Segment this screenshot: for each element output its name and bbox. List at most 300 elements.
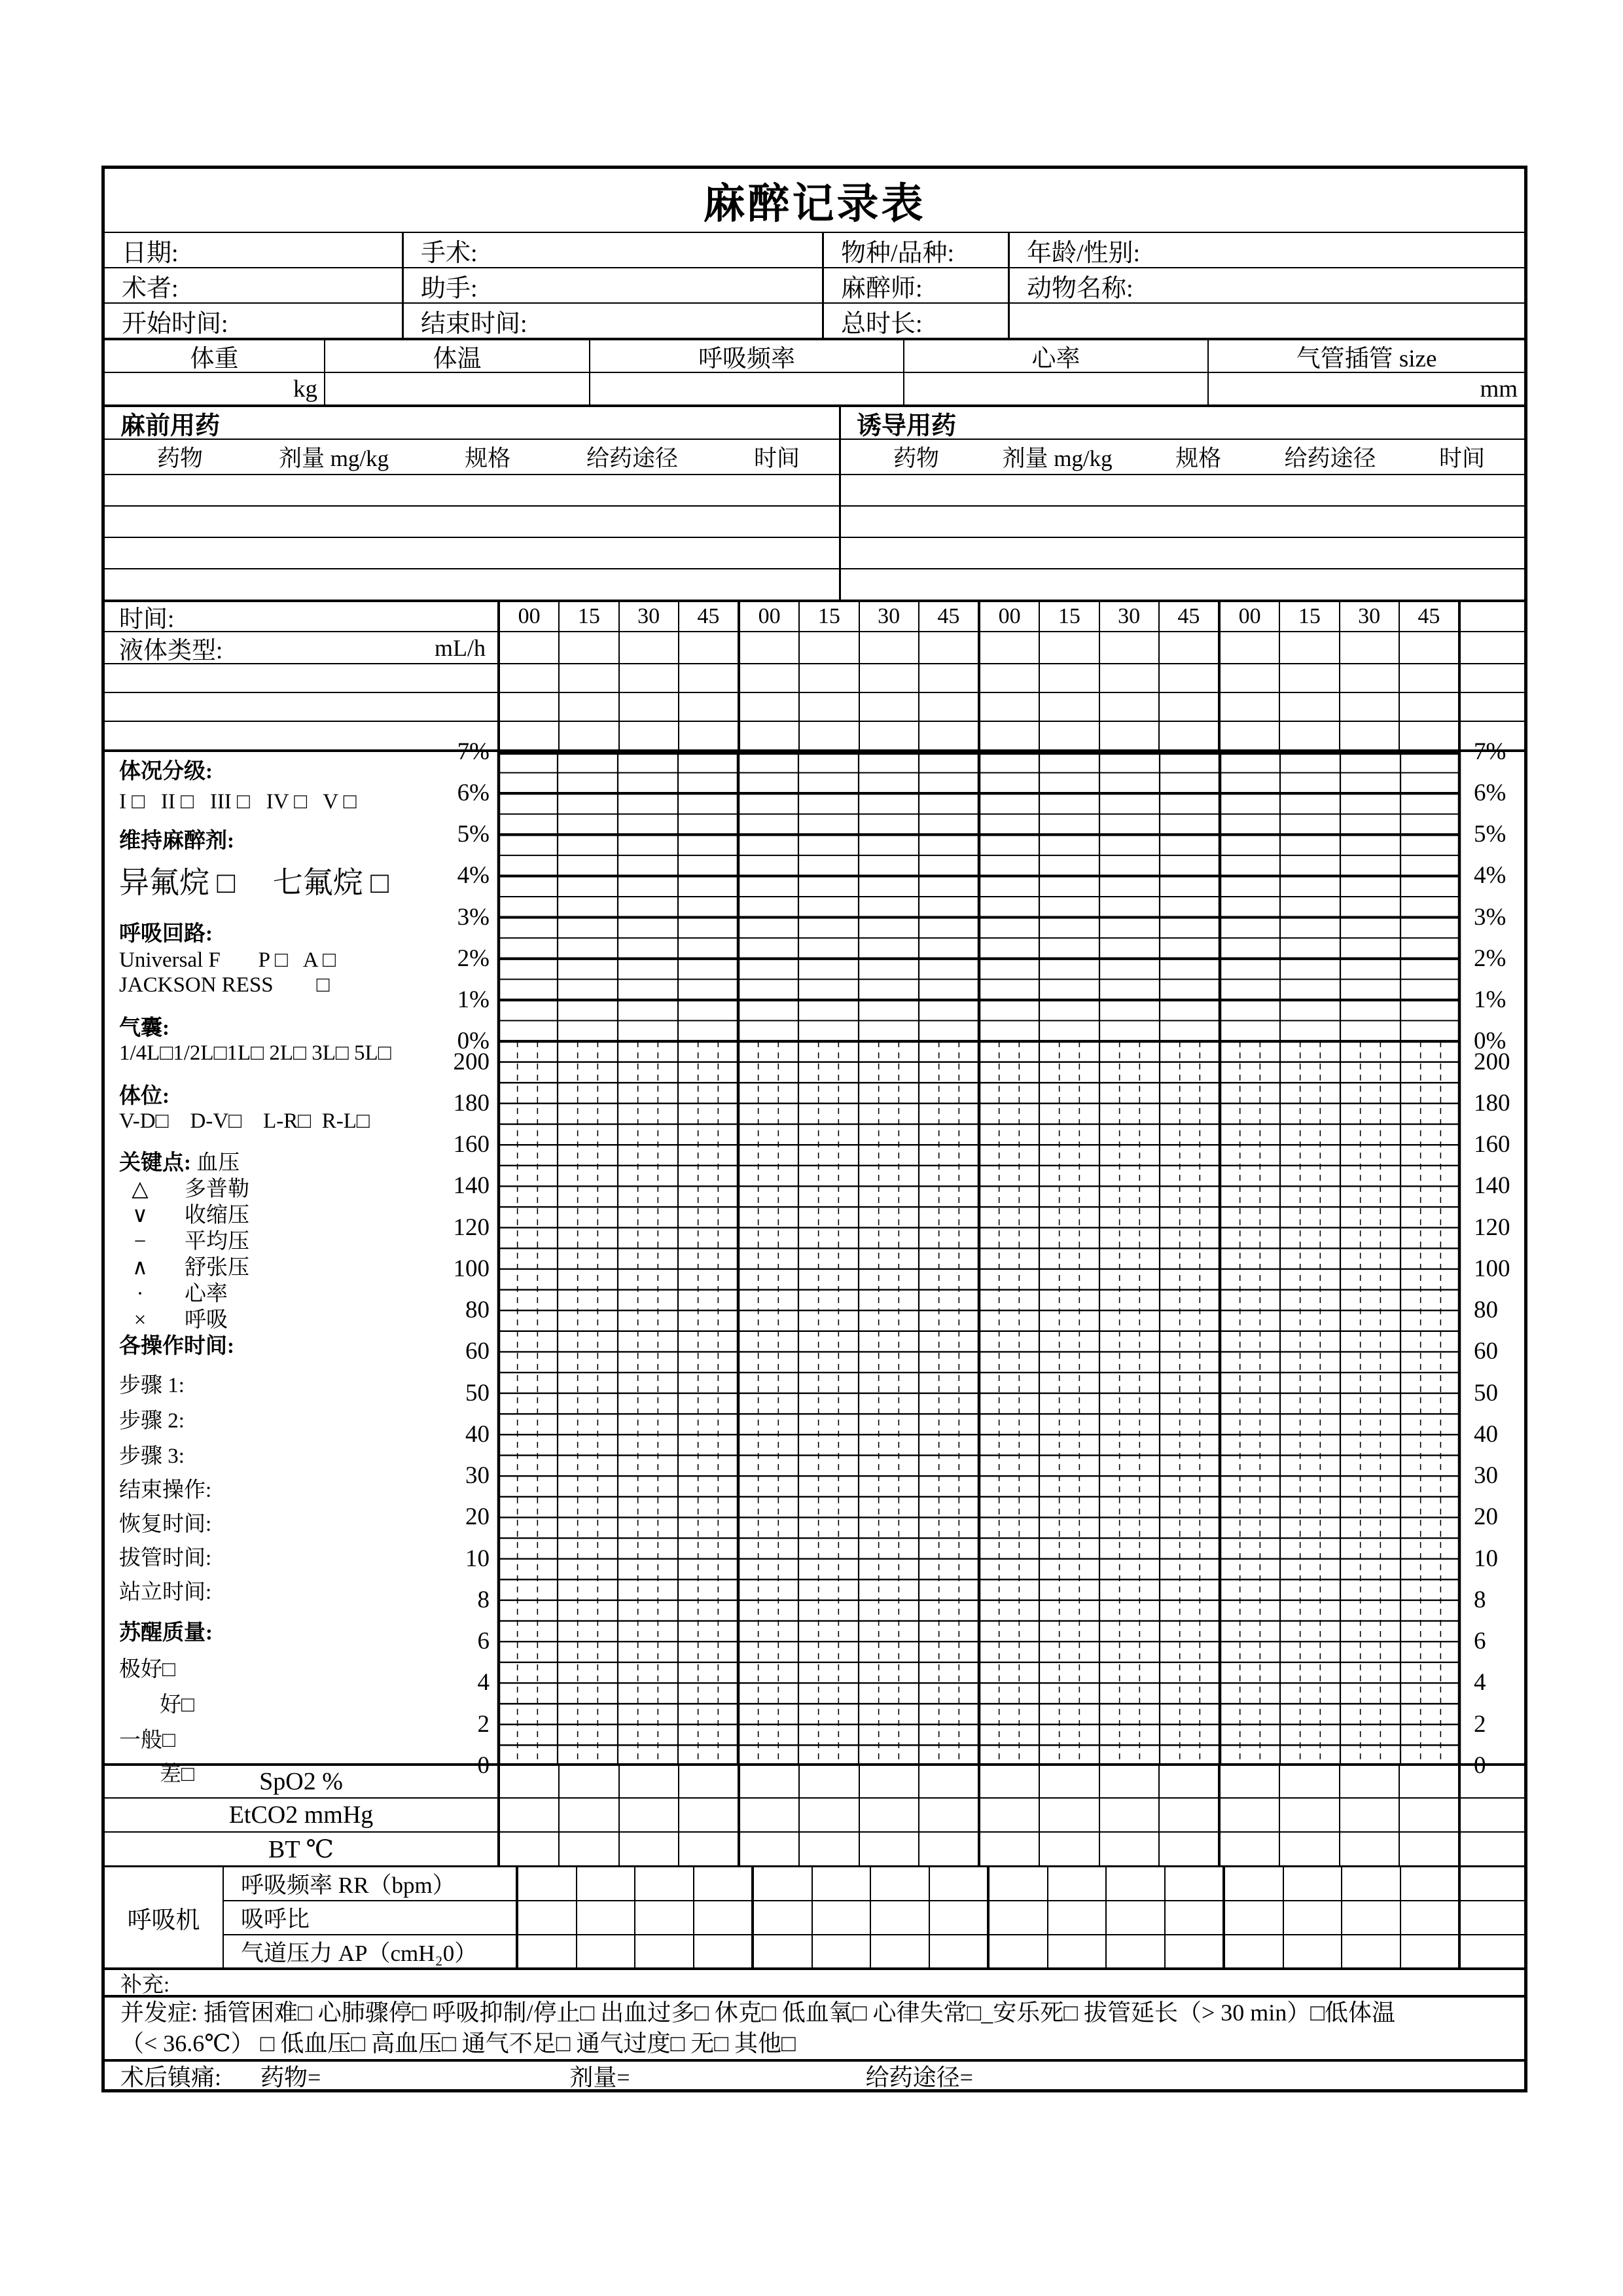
grid-cell[interactable] <box>1047 1867 1106 1900</box>
grid-cell[interactable] <box>751 1867 812 1900</box>
grid-cell[interactable] <box>1039 1766 1098 1797</box>
grid-cell[interactable] <box>618 664 678 692</box>
grid-cell[interactable] <box>693 1901 752 1934</box>
grid-cell[interactable] <box>978 722 1039 749</box>
grid-cell[interactable] <box>1047 1901 1106 1934</box>
grid-cell[interactable] <box>1218 1766 1279 1797</box>
axis-label-right: 40 <box>1474 1420 1498 1448</box>
weight-input[interactable]: kg <box>293 375 317 403</box>
complications-row[interactable] <box>105 1995 1524 2059</box>
grid-cell[interactable] <box>1339 632 1399 663</box>
grid-cell[interactable] <box>859 722 918 749</box>
time-tick: 45 <box>1399 602 1458 631</box>
grid-cell[interactable] <box>1222 1901 1283 1934</box>
axis-label-right: 4% <box>1474 862 1507 889</box>
drug-column-header: 药物 <box>157 446 204 471</box>
grid-cell[interactable] <box>987 1901 1047 1934</box>
grid-cell[interactable] <box>634 1935 693 1968</box>
grid-cell[interactable] <box>1400 1867 1459 1900</box>
grid-cell[interactable] <box>1218 1833 1279 1865</box>
axis-label-right: 80 <box>1474 1297 1498 1324</box>
grid-cell[interactable] <box>558 664 618 692</box>
time-tick: 15 <box>798 602 858 631</box>
grid-cell[interactable] <box>1039 632 1098 663</box>
grid-cell[interactable] <box>1105 1901 1164 1934</box>
extra-row-label[interactable] <box>105 693 497 721</box>
grid-cell[interactable] <box>798 693 858 721</box>
grid-cell[interactable] <box>1158 664 1218 692</box>
grid-cell[interactable] <box>678 632 738 663</box>
weight-header: 体重 <box>190 346 239 372</box>
legend-line[interactable]: 异氟烷 □ 七氟烷 □ <box>119 866 389 899</box>
grid-cell[interactable] <box>558 1766 618 1797</box>
grid-cell[interactable] <box>497 722 558 749</box>
grid-cell[interactable] <box>618 693 678 721</box>
grid-cell[interactable] <box>929 1867 988 1900</box>
legend-symbol: × <box>134 1308 147 1332</box>
grid-cell[interactable] <box>1218 693 1279 721</box>
vent-ie-row <box>223 1900 1524 1934</box>
grid-cell[interactable] <box>618 632 678 663</box>
vent-rr-row <box>223 1867 1524 1900</box>
extra-row-columns <box>497 664 1524 692</box>
grid-cell[interactable] <box>1099 1799 1158 1831</box>
grid-cell[interactable] <box>859 693 918 721</box>
grid-cell[interactable] <box>558 1833 618 1865</box>
time-tick: 30 <box>859 602 918 631</box>
grid-cell[interactable] <box>1158 1833 1218 1865</box>
grid-cell[interactable] <box>738 664 798 692</box>
temperature-input[interactable] <box>324 373 589 404</box>
grid-cell[interactable] <box>1279 632 1338 663</box>
grid-cell[interactable] <box>870 1867 929 1900</box>
legend-line: 呼吸回路: <box>119 922 213 946</box>
grid-cell[interactable] <box>1341 1935 1400 1968</box>
grid-cell[interactable] <box>497 1799 558 1831</box>
grid-cell[interactable] <box>1164 1901 1223 1934</box>
axis-label-right: 0% <box>1474 1028 1507 1054</box>
grid-cell[interactable] <box>978 1799 1039 1831</box>
grid-cell[interactable] <box>1339 1799 1399 1831</box>
grid-cell[interactable] <box>497 632 558 663</box>
axis-label-right: 4 <box>1474 1669 1486 1696</box>
grid-cell[interactable] <box>978 664 1039 692</box>
grid-cell[interactable] <box>918 1799 978 1831</box>
grid-cell[interactable] <box>1341 1901 1400 1934</box>
drug-row <box>105 474 1524 505</box>
grid-cell-last[interactable] <box>1458 1935 1524 1968</box>
grid-cell[interactable] <box>1039 722 1098 749</box>
grid-cell[interactable] <box>1222 1935 1283 1968</box>
grid-cell[interactable] <box>1339 1833 1399 1865</box>
legend-line <box>119 1177 497 1201</box>
grid-cell[interactable] <box>978 1766 1039 1797</box>
grid-cell[interactable] <box>929 1935 988 1968</box>
induction-columns <box>839 440 1524 474</box>
grid-cell[interactable] <box>558 632 618 663</box>
grid-cell[interactable] <box>1158 1766 1218 1797</box>
grid-cell[interactable] <box>678 722 738 749</box>
legend-line: 步骤 2: <box>119 1409 185 1433</box>
title-row <box>105 169 1524 232</box>
legend-line[interactable]: I □ II □ III □ IV □ V □ <box>119 790 357 814</box>
grid-cell[interactable] <box>738 722 798 749</box>
grid-cell[interactable] <box>634 1867 693 1900</box>
grid-cell[interactable] <box>751 1901 812 1934</box>
supplement-row[interactable] <box>105 1967 1524 1995</box>
legend-label: 收缩压 <box>185 1204 249 1227</box>
grid-cell[interactable] <box>1099 1766 1158 1797</box>
grid-cell[interactable] <box>1279 1799 1338 1831</box>
age-sex-field[interactable]: 年龄/性别: <box>1008 233 1524 267</box>
grid-cell[interactable] <box>1283 1901 1342 1934</box>
grid-cell-last[interactable] <box>1458 664 1524 692</box>
grid-cell[interactable] <box>618 1799 678 1831</box>
fluid-type-text[interactable]: 液体类型: <box>119 637 223 664</box>
premed-title: 麻前用药 <box>120 412 221 440</box>
grid-cell[interactable] <box>1039 693 1098 721</box>
grid-cell-last[interactable] <box>1458 1833 1524 1865</box>
axis-label-left: 120 <box>453 1213 490 1241</box>
grid-cell[interactable] <box>918 1766 978 1797</box>
axis-label-right: 20 <box>1474 1503 1498 1531</box>
time-tick: 45 <box>678 602 738 631</box>
supplement-label: 补充: <box>120 1973 170 1997</box>
axis-label-right: 160 <box>1474 1131 1510 1158</box>
premed-entry-cell[interactable] <box>105 538 839 568</box>
grid-cell[interactable] <box>618 1833 678 1865</box>
axis-label-right: 10 <box>1474 1545 1498 1572</box>
grid-cell[interactable] <box>1047 1935 1106 1968</box>
legend-line <box>119 1256 497 1280</box>
complications-line-1[interactable]: 并发症: 插管困难□ 心肺骤停□ 呼吸抑制/停止□ 出血过多□ 休克□ 低血氧□ 心律失常□_安乐死□ 拔管延长（> 30 min）□低体温 <box>120 2000 1396 2026</box>
start-time-field[interactable]: 开始时间: <box>122 310 228 338</box>
grid-cell-last[interactable] <box>1458 1901 1524 1934</box>
grid-cell[interactable] <box>918 722 978 749</box>
grid-cell[interactable] <box>576 1867 635 1900</box>
induction-entry-cell[interactable] <box>839 569 1524 600</box>
grid-cell[interactable] <box>978 693 1039 721</box>
grid-cell[interactable] <box>1400 1935 1459 1968</box>
bt-columns <box>497 1833 1524 1865</box>
body-temp-label: BT ℃ <box>268 1835 334 1863</box>
axis-label-left: 30 <box>465 1462 490 1490</box>
grid-cell[interactable] <box>576 1901 635 1934</box>
time-tick: 00 <box>1218 602 1279 631</box>
grid-cell-last[interactable] <box>1458 1799 1524 1831</box>
grid-cell[interactable] <box>1158 632 1218 663</box>
grid-cell[interactable] <box>516 1867 576 1900</box>
grid-cell[interactable] <box>978 632 1039 663</box>
grid-cell[interactable] <box>1279 664 1338 692</box>
chart-grid-svg <box>497 752 1461 1766</box>
grid-cell[interactable] <box>497 1766 558 1797</box>
grid-cell[interactable] <box>1099 722 1158 749</box>
grid-cell[interactable] <box>678 1766 738 1797</box>
grid-cell[interactable] <box>918 1833 978 1865</box>
grid-cell-last[interactable] <box>1458 632 1524 663</box>
legend-line: 维持麻醉剂: <box>119 829 234 853</box>
legend-line[interactable]: 1/4L□1/2L□1L□ 2L□ 3L□ 5L□ <box>119 1041 391 1065</box>
grid-cell[interactable] <box>1279 693 1338 721</box>
grid-cell[interactable] <box>1158 1799 1218 1831</box>
info-row-1 <box>105 232 1524 267</box>
postop-label: 术后镇痛: <box>120 2064 222 2090</box>
legend-line[interactable]: Universal F P □ A □ <box>119 948 336 972</box>
grid-cell[interactable] <box>798 1833 858 1865</box>
legend-line <box>119 1204 497 1227</box>
grid-cell[interactable] <box>1039 1799 1098 1831</box>
total-duration-field[interactable]: 总时长: <box>822 304 1008 338</box>
axis-label-left: 3% <box>457 903 490 931</box>
grid-cell[interactable] <box>798 1766 858 1797</box>
axis-label-right: 7% <box>1474 738 1507 765</box>
grid-cell-last[interactable] <box>1458 602 1524 631</box>
grid-cell-last[interactable] <box>1458 1867 1524 1900</box>
induction-entry-cell[interactable] <box>839 507 1524 537</box>
drug-column-header: 规格 <box>1175 446 1222 471</box>
grid-cell[interactable] <box>859 1766 918 1797</box>
grid-cell[interactable] <box>1399 664 1458 692</box>
axis-label-left: 10 <box>465 1545 490 1572</box>
legend-line[interactable]: 一般□ <box>119 1729 175 1752</box>
grid-cell[interactable] <box>1099 632 1158 663</box>
grid-cell[interactable] <box>1339 693 1399 721</box>
grid-cell[interactable] <box>1105 1935 1164 1968</box>
grid-cell[interactable] <box>516 1901 576 1934</box>
drug-row <box>105 505 1524 537</box>
fluid-columns <box>497 632 1524 663</box>
axis-label-left: 6 <box>477 1628 490 1655</box>
complications-line-2[interactable]: （< 36.6℃） □ 低血压□ 高血压□ 通气不足□ 通气过度□ 无□ 其他□ <box>120 2030 796 2056</box>
grid-cell[interactable] <box>618 1766 678 1797</box>
grid-cell[interactable] <box>1399 632 1458 663</box>
grid-cell[interactable] <box>1099 664 1158 692</box>
axis-label-left: 160 <box>453 1131 490 1158</box>
respiratory-rate-header: 呼吸频率 <box>589 340 903 372</box>
grid-cell[interactable] <box>918 664 978 692</box>
grid-cell[interactable] <box>693 1867 752 1900</box>
axis-label-right: 3% <box>1474 903 1507 931</box>
axis-label-left: 100 <box>453 1255 490 1282</box>
premed-entry-cell[interactable] <box>105 507 839 537</box>
induction-entry-cell[interactable] <box>839 475 1524 505</box>
grid-cell[interactable] <box>870 1935 929 1968</box>
grid-cell[interactable] <box>1039 664 1098 692</box>
grid-cell[interactable] <box>1399 1799 1458 1831</box>
grid-cell[interactable] <box>1099 1833 1158 1865</box>
end-time-field[interactable]: 结束时间: <box>402 304 822 338</box>
axis-label-right: 2 <box>1474 1710 1486 1738</box>
grid-cell[interactable] <box>738 1766 798 1797</box>
grid-cell[interactable] <box>1339 1766 1399 1797</box>
grid-cell[interactable] <box>516 1935 576 1968</box>
grid-cell[interactable] <box>1218 664 1279 692</box>
grid-cell[interactable] <box>798 664 858 692</box>
species-breed-field[interactable]: 物种/品种: <box>822 233 1008 267</box>
axis-label-left: 200 <box>453 1048 490 1075</box>
grid-cell[interactable] <box>738 693 798 721</box>
legend-line[interactable]: 差□ <box>160 1763 194 1786</box>
time-tick: 15 <box>558 602 618 631</box>
axis-label-left: 50 <box>465 1379 490 1407</box>
legend-line[interactable]: 好□ <box>160 1693 194 1717</box>
legend-line[interactable]: V-D□ D-V□ L-R□ R-L□ <box>119 1109 370 1133</box>
grid-cell[interactable] <box>1279 722 1338 749</box>
grid-cell[interactable] <box>1218 632 1279 663</box>
grid-cell[interactable] <box>812 1935 870 1968</box>
legend-line: 步骤 3: <box>119 1444 185 1468</box>
time-tick: 15 <box>1279 602 1338 631</box>
vent-ie-columns <box>516 1901 1524 1934</box>
grid-cell[interactable] <box>497 1833 558 1865</box>
grid-cell[interactable] <box>693 1935 752 1968</box>
grid-cell[interactable] <box>1283 1867 1342 1900</box>
respiratory-rate-input[interactable] <box>589 373 903 404</box>
grid-cell[interactable] <box>918 693 978 721</box>
grid-cell[interactable] <box>1399 1833 1458 1865</box>
grid-cell[interactable] <box>1105 1867 1164 1900</box>
grid-cell[interactable] <box>497 693 558 721</box>
grid-cell[interactable] <box>1218 1799 1279 1831</box>
grid-cell[interactable] <box>1283 1935 1342 1968</box>
time-row <box>105 600 1524 631</box>
surgeon-field[interactable]: 术者: <box>122 274 179 302</box>
grid-cell[interactable] <box>918 632 978 663</box>
legend-line[interactable]: 极好□ <box>119 1658 175 1681</box>
grid-cell[interactable] <box>812 1901 870 1934</box>
grid-cell[interactable] <box>678 664 738 692</box>
postop-analgesia-row[interactable] <box>105 2059 1524 2089</box>
legend-symbol: △ <box>132 1177 149 1201</box>
vent-rr-columns <box>516 1867 1524 1900</box>
surgery-field[interactable]: 手术: <box>402 233 822 267</box>
grid-cell[interactable] <box>678 1799 738 1831</box>
axis-label-left: 80 <box>465 1297 490 1324</box>
grid-cell-last[interactable] <box>1458 1766 1524 1797</box>
grid-cell[interactable] <box>1279 1766 1338 1797</box>
grid-cell[interactable] <box>678 693 738 721</box>
legend-line: 苏醒质量: <box>119 1621 213 1645</box>
legend-lines <box>105 760 497 1786</box>
grid-cell[interactable] <box>558 1799 618 1831</box>
grid-cell[interactable] <box>1039 1833 1098 1865</box>
grid-cell[interactable] <box>1399 693 1458 721</box>
grid-cell[interactable] <box>978 1833 1039 1865</box>
grid-cell[interactable] <box>738 632 798 663</box>
grid-cell[interactable] <box>1164 1935 1223 1968</box>
grid-cell[interactable] <box>1099 693 1158 721</box>
temperature-header: 体温 <box>324 340 589 372</box>
grid-cell[interactable] <box>1400 1901 1459 1934</box>
anesthetist-field[interactable]: 麻醉师: <box>822 268 1008 302</box>
grid-cell[interactable] <box>1218 722 1279 749</box>
grid-cell[interactable] <box>738 1799 798 1831</box>
grid-cell[interactable] <box>738 1833 798 1865</box>
grid-cell[interactable] <box>859 1833 918 1865</box>
drug-section-titles <box>105 404 1524 439</box>
grid-cell[interactable] <box>558 693 618 721</box>
axis-label-right: 8 <box>1474 1586 1486 1613</box>
heart-rate-header: 心率 <box>903 340 1207 372</box>
induction-entry-cell[interactable] <box>839 538 1524 568</box>
grid-cell[interactable] <box>497 664 558 692</box>
grid-cell-last[interactable] <box>1458 693 1524 721</box>
grid-cell[interactable] <box>1341 1867 1400 1900</box>
chart-grid[interactable] <box>497 752 1461 1763</box>
axis-label-left: 8 <box>477 1586 490 1613</box>
grid-cell[interactable] <box>987 1935 1047 1968</box>
legend-line: 步骤 1: <box>119 1374 185 1397</box>
legend-line[interactable]: JACKSON RESS □ <box>119 973 330 997</box>
legend-label: 舒张压 <box>185 1256 249 1280</box>
drug-entry-rows <box>105 474 1524 600</box>
legend-line: 体况分级: <box>119 760 213 783</box>
grid-cell[interactable] <box>1222 1867 1283 1900</box>
axis-label-right: 200 <box>1474 1048 1510 1075</box>
vent-ap-row <box>223 1934 1524 1968</box>
grid-cell[interactable] <box>634 1901 693 1934</box>
grid-cell[interactable] <box>798 722 858 749</box>
extra-row-label[interactable] <box>105 664 497 692</box>
legend-line <box>119 1230 497 1253</box>
premed-entry-cell[interactable] <box>105 475 839 505</box>
postop-route-field[interactable]: 给药途径= <box>865 2064 973 2090</box>
grid-cell[interactable] <box>1164 1867 1223 1900</box>
date-field[interactable]: 日期: <box>122 239 179 267</box>
grid-cell[interactable] <box>798 632 858 663</box>
axis-label-right: 1% <box>1474 986 1507 1013</box>
drug-row <box>105 537 1524 568</box>
grid-cell[interactable] <box>859 1799 918 1831</box>
grid-cell[interactable] <box>558 722 618 749</box>
grid-cell[interactable] <box>576 1935 635 1968</box>
grid-cell[interactable] <box>1399 1766 1458 1797</box>
drug-column-header: 时间 <box>1438 446 1485 471</box>
grid-cell[interactable] <box>751 1935 812 1968</box>
grid-cell[interactable] <box>859 632 918 663</box>
grid-cell[interactable] <box>987 1867 1047 1900</box>
grid-cell[interactable] <box>678 1833 738 1865</box>
grid-cell[interactable] <box>859 664 918 692</box>
extra-row-columns <box>497 722 1524 749</box>
assistant-field[interactable]: 助手: <box>402 268 822 302</box>
grid-cell[interactable] <box>1339 664 1399 692</box>
grid-cell[interactable] <box>1279 1833 1338 1865</box>
et-tube-size-input[interactable]: mm <box>1207 373 1524 404</box>
grid-cell[interactable] <box>618 722 678 749</box>
extra-row-label[interactable] <box>105 722 497 749</box>
postop-drug-field[interactable]: 药物= <box>260 2064 321 2090</box>
info-empty-cell[interactable] <box>1008 304 1524 338</box>
grid-cell[interactable] <box>1158 722 1218 749</box>
axis-label-right: 5% <box>1474 821 1507 848</box>
grid-cell[interactable] <box>870 1901 929 1934</box>
grid-cell[interactable] <box>929 1901 988 1934</box>
time-tick: 30 <box>1339 602 1399 631</box>
postop-dose-field[interactable]: 剂量= <box>569 2064 630 2090</box>
extra-row-3 <box>105 721 1524 749</box>
grid-cell[interactable] <box>1158 693 1218 721</box>
heart-rate-input[interactable] <box>903 373 1207 404</box>
legend-line: 体位: <box>119 1085 169 1108</box>
animal-name-field[interactable]: 动物名称: <box>1008 268 1524 302</box>
premed-entry-cell[interactable] <box>105 569 839 600</box>
grid-cell[interactable] <box>1339 722 1399 749</box>
grid-cell[interactable] <box>812 1867 870 1900</box>
grid-cell[interactable] <box>798 1799 858 1831</box>
grid-cell[interactable] <box>1399 722 1458 749</box>
